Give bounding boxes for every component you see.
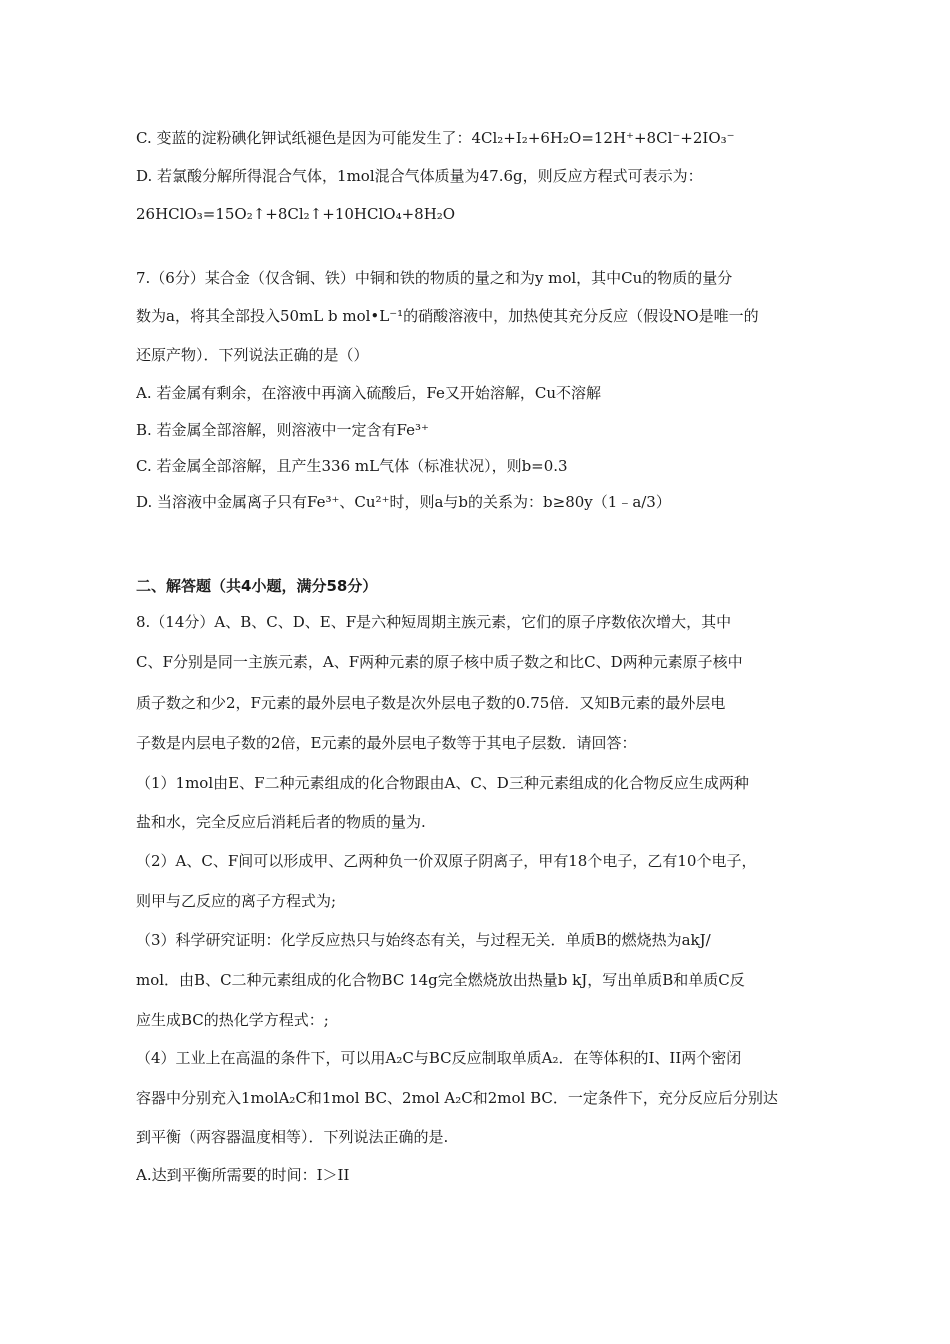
question-7-line-2: 数为a，将其全部投入50mL b mol•L⁻¹的硝酸溶液中，加热使其充分反应（假设NO是唯一的: [136, 307, 759, 325]
section-heading: 二、解答题（共4小题，满分58分）: [136, 577, 378, 595]
subquestion-4-option-a: A.达到平衡所需要的时间：I＞II: [136, 1166, 350, 1184]
subquestion-3-line-3: 应生成BC的热化学方程式：;: [136, 1011, 329, 1029]
option-c-line: C. 变蓝的淀粉碘化钾试纸褪色是因为可能发生了：4Cl₂+I₂+6H₂O=12H⁺+8Cl⁻+2IO₃⁻: [136, 129, 735, 147]
subquestion-3-line-2: mol．由B、C二种元素组成的化合物BC 14g完全燃烧放出热量b kJ，写出单质B和单质C反: [136, 971, 745, 989]
q7-option-c: C. 若金属全部溶解，且产生336 mL气体（标准状况），则b=0.3: [136, 457, 568, 475]
subquestion-4-line-2: 容器中分别充入1molA₂C和1mol BC、2mol A₂C和2mol BC．一定条件下，充分反应后分别达: [136, 1089, 778, 1107]
subquestion-4-line-1: （4）工业上在高温的条件下，可以用A₂C与BC反应制取单质A₂．在等体积的I、II两个密闭: [136, 1049, 742, 1067]
question-8-line-4: 子数是内层电子数的2倍，E元素的最外层电子数等于其电子层数．请回答：: [136, 734, 637, 752]
subquestion-4-line-3: 到平衡（两容器温度相等）．下列说法正确的是.: [136, 1128, 449, 1146]
question-8-line-2: C、F分别是同一主族元素，A、F两种元素的原子核中质子数之和比C、D两种元素原子核中: [136, 653, 743, 671]
question-8-line-3: 质子数之和少2，F元素的最外层电子数是次外层电子数的0.75倍．又知B元素的最外层电: [136, 694, 726, 712]
equation-line: 26HClO₃=15O₂↑+8Cl₂↑+10HClO₄+8H₂O: [136, 205, 456, 223]
question-8-line-1: 8.（14分）A、B、C、D、E、F是六种短周期主族元素，它们的原子序数依次增大，其中: [136, 613, 732, 631]
option-d-line: D. 若氯酸分解所得混合气体，1mol混合气体质量为47.6g，则反应方程式可表示为：: [136, 167, 703, 185]
question-7-line-3: 还原产物）．下列说法正确的是（）: [136, 346, 369, 364]
subquestion-2-line-1: （2）A、C、F间可以形成甲、乙两种负一价双原子阴离子，甲有18个电子，乙有10个电子，: [136, 852, 757, 870]
question-7-line-1: 7.（6分）某合金（仅含铜、铁）中铜和铁的物质的量之和为y mol，其中Cu的物质的量分: [136, 269, 733, 287]
subquestion-1-line-2: 盐和水，完全反应后消耗后者的物质的量为.: [136, 813, 426, 831]
subquestion-1-line-1: （1）1mol由E、F二种元素组成的化合物跟由A、C、D三种元素组成的化合物反应生成两种: [136, 774, 749, 792]
q7-option-a: A. 若金属有剩余，在溶液中再滴入硫酸后，Fe又开始溶解，Cu不溶解: [136, 384, 601, 402]
q7-option-d: D. 当溶液中金属离子只有Fe³⁺、Cu²⁺时，则a与b的关系为：b≥80y（1﹣a/3）: [136, 493, 671, 511]
subquestion-3-line-1: （3）科学研究证明：化学反应热只与始终态有关，与过程无关．单质B的燃烧热为akJ/: [136, 931, 711, 949]
q7-option-b: B. 若金属全部溶解，则溶液中一定含有Fe³⁺: [136, 421, 429, 439]
subquestion-2-line-2: 则甲与乙反应的离子方程式为;: [136, 892, 337, 910]
